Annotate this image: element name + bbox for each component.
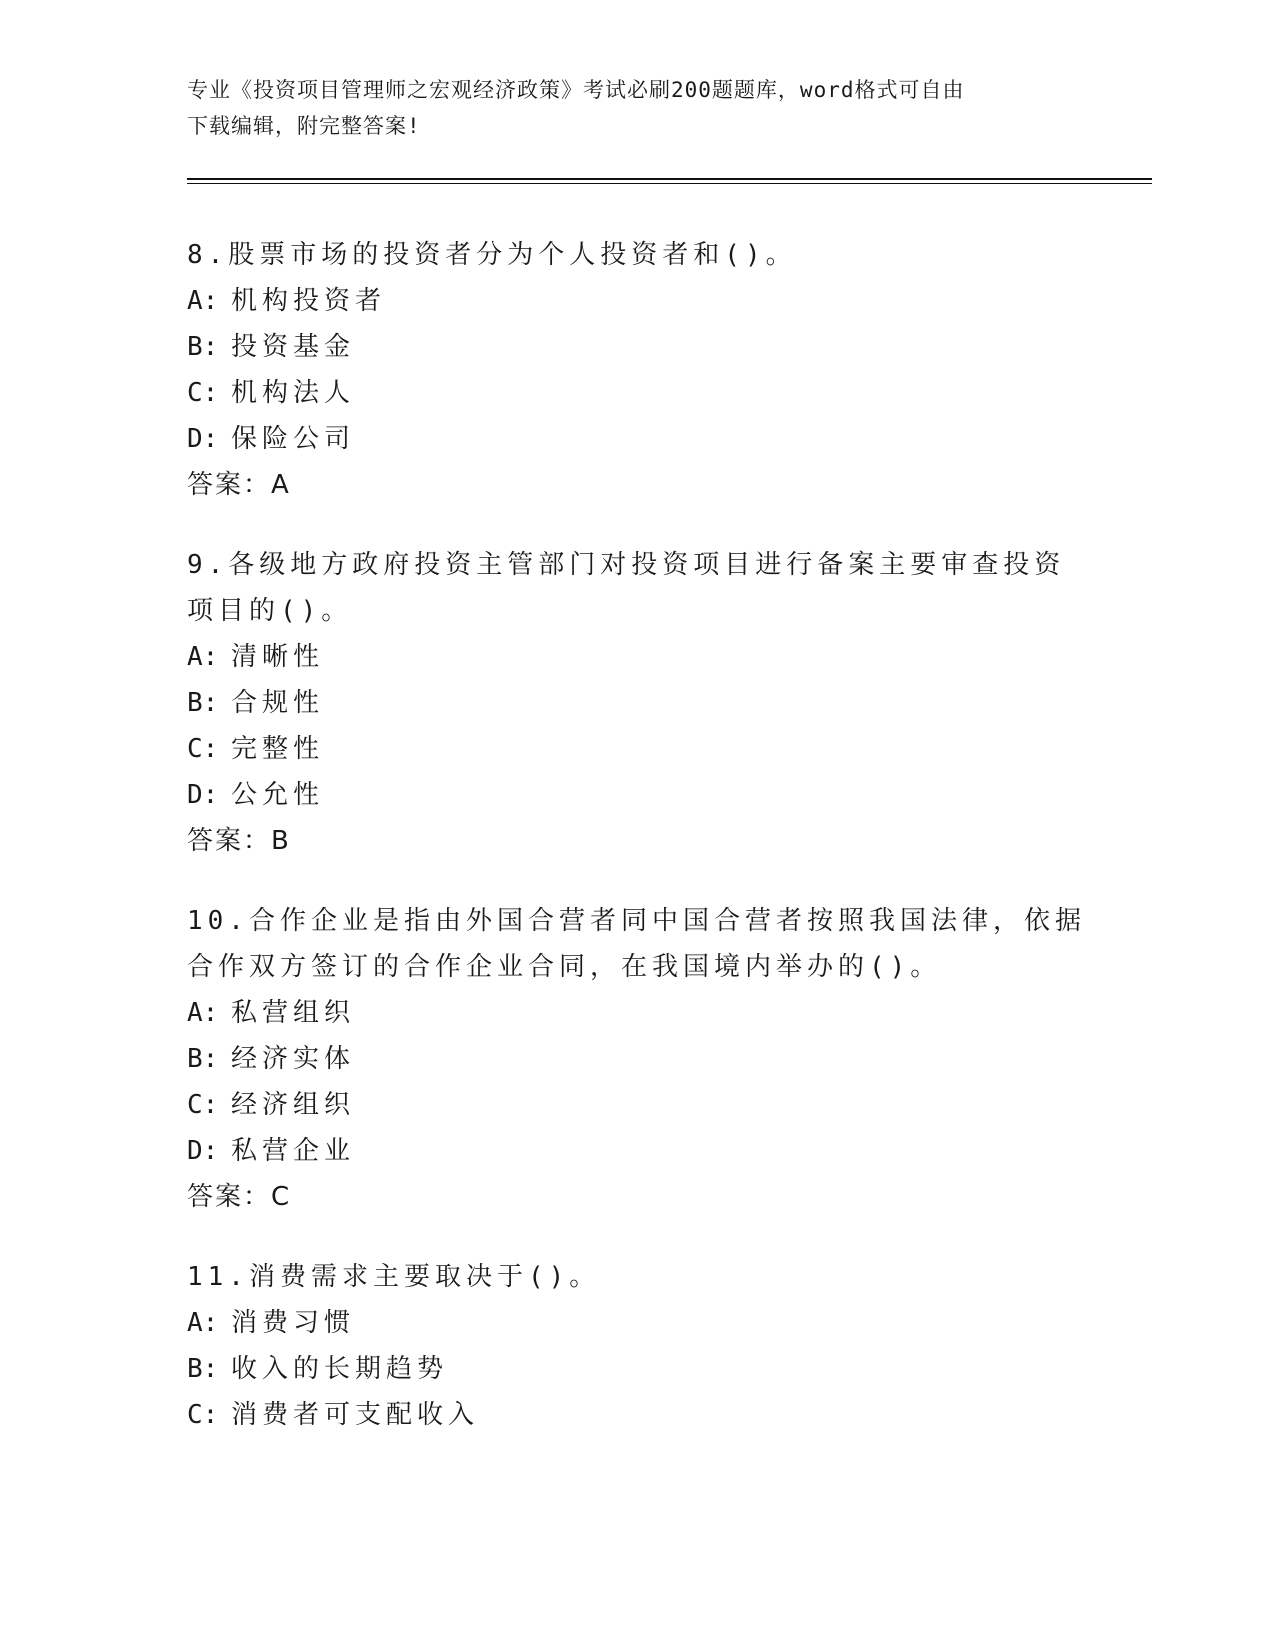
option-text: 机构投资者 (231, 286, 387, 316)
option-d (187, 416, 1087, 462)
option-c (187, 726, 1087, 772)
option-b (187, 1346, 1087, 1392)
question-list (187, 232, 1087, 1472)
option-key: C: (187, 378, 219, 408)
option-a (187, 634, 1087, 680)
option-text: 经济实体 (231, 1044, 356, 1074)
question-stem: 11.消费需求主要取决于()。 (187, 1262, 601, 1292)
answer-line: 答案：A (187, 470, 291, 500)
option-text: 经济组织 (231, 1090, 356, 1120)
option-key: D: (187, 780, 219, 810)
option-key: D: (187, 1136, 219, 1166)
answer-line: 答案：C (187, 1182, 292, 1212)
option-c (187, 1392, 1087, 1438)
option-a (187, 990, 1087, 1036)
option-text: 私营组织 (231, 998, 356, 1028)
header-line-1: 专业《投资项目管理师之宏观经济政策》考试必刷200题题库，word格式可自由 (187, 78, 965, 102)
answer-line: 答案：B (187, 826, 291, 856)
option-key: C: (187, 734, 219, 764)
question-8 (187, 232, 1087, 508)
option-b (187, 680, 1087, 726)
option-key: D: (187, 424, 219, 454)
option-b (187, 1036, 1087, 1082)
question-9 (187, 542, 1087, 864)
option-a (187, 278, 1087, 324)
option-key: A: (187, 998, 219, 1028)
option-key: C: (187, 1090, 219, 1120)
option-text: 消费习惯 (231, 1308, 356, 1338)
option-d (187, 1128, 1087, 1174)
option-d (187, 772, 1087, 818)
option-text: 公允性 (231, 780, 325, 810)
option-key: B: (187, 688, 219, 718)
question-10 (187, 898, 1087, 1220)
question-stem: 10.合作企业是指由外国合营者同中国合营者按照我国法律，依据合作双方签订的合作企业合同，在我国境内举办的()。 (187, 906, 1086, 982)
header-divider-top (187, 178, 1152, 180)
document-header (187, 72, 1067, 144)
option-text: 私营企业 (231, 1136, 356, 1166)
question-stem: 8.股票市场的投资者分为个人投资者和()。 (187, 240, 797, 270)
option-key: A: (187, 286, 219, 316)
question-11 (187, 1254, 1087, 1438)
option-b (187, 324, 1087, 370)
option-text: 合规性 (231, 688, 325, 718)
option-text: 消费者可支配收入 (231, 1400, 480, 1430)
option-c (187, 1082, 1087, 1128)
option-text: 收入的长期趋势 (231, 1354, 449, 1384)
option-key: C: (187, 1400, 219, 1430)
question-stem: 9.各级地方政府投资主管部门对投资项目进行备案主要审查投资项目的()。 (187, 550, 1066, 626)
option-a (187, 1300, 1087, 1346)
option-text: 机构法人 (231, 378, 356, 408)
option-text: 保险公司 (231, 424, 356, 454)
option-key: B: (187, 332, 219, 362)
header-line-2: 下载编辑，附完整答案! (187, 114, 421, 138)
option-text: 完整性 (231, 734, 325, 764)
option-text: 投资基金 (231, 332, 356, 362)
option-key: B: (187, 1354, 219, 1384)
option-key: B: (187, 1044, 219, 1074)
option-key: A: (187, 1308, 219, 1338)
option-key: A: (187, 642, 219, 672)
option-c (187, 370, 1087, 416)
option-text: 清晰性 (231, 642, 325, 672)
header-divider-bottom (187, 183, 1152, 184)
